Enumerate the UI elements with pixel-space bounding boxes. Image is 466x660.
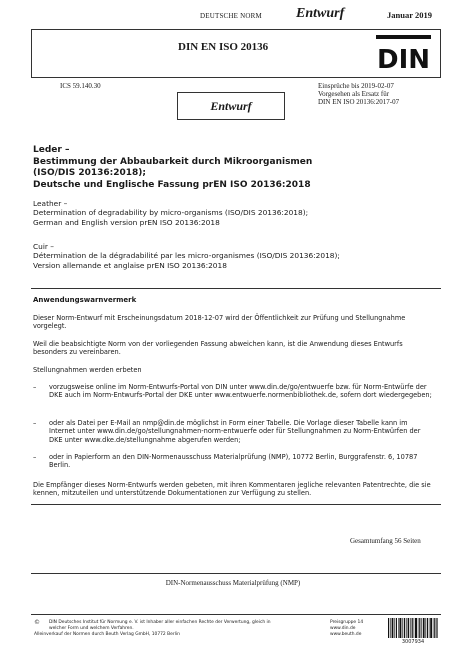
title-english (33, 199, 443, 227)
replacement-note-2: DIN EN ISO 20136:2017-07 (318, 98, 400, 106)
website-din: www.din.de (330, 626, 356, 631)
committee-bottom-rule (31, 614, 441, 615)
list-dash: – (33, 419, 37, 427)
warning-heading: Anwendungswarnvermerk (33, 296, 137, 304)
din-logo (376, 35, 431, 75)
price-group: Preisgruppe 14 (330, 620, 364, 625)
title-de-line-4: Deutsche und Englische Fassung prEN ISO 20136:2018 (33, 179, 311, 190)
list-dash: – (33, 453, 37, 461)
title-de-line-2: Bestimmung der Abbaubarkeit durch Mikroorganismen (33, 156, 313, 167)
warning-paragraph-1: Dieser Norm-Entwurf mit Erscheinungsdatum 2018-12-07 wird der Öffentlichkeit zur Prüfung und Stellungnahme vorgelegt. (33, 314, 406, 331)
list-item-text: vorzugsweise online im Norm-Entwurfs-Portal von DIN unter www.din.de/go/entwuerfe bzw. für Norm-Entwürfe der DKE auch im Norm-Entwurfs-Portal der DKE unter www.entwuerfe.normenbibliothek.de, sofern dort wiedergegeben; (49, 383, 432, 400)
title-german (33, 145, 438, 191)
title-fr-line-1: Cuir – (33, 242, 54, 251)
title-fr-line-3: Version allemande et anglaise prEN ISO 20136:2018 (33, 260, 227, 270)
norm-type-label: DEUTSCHE NORM (200, 12, 262, 20)
warning-top-rule (31, 288, 441, 289)
copyright-line-1: DIN Deutsches Institut für Normung e. V. ist Inhaber aller einfachen Rechte der Verwertung, gleich in (49, 620, 271, 625)
barcode-graphic (388, 618, 438, 638)
title-en-line-2: Determination of degradability by micro-organisms (ISO/DIS 20136:2018); (33, 208, 309, 218)
title-de-line-3: (ISO/DIS 20136:2018); (33, 168, 146, 179)
committee-name: DIN-Normenausschuss Materialprüfung (NMP) (165, 579, 301, 587)
standard-number: DIN EN ISO 20136 (178, 41, 269, 53)
copyright-symbol: © (34, 619, 40, 626)
warning-paragraph-3: Stellungnahmen werden erbeten (33, 366, 142, 374)
title-box (31, 29, 441, 78)
website-beuth: www.beuth.de (330, 632, 362, 637)
draft-box-label: Entwurf (210, 99, 252, 113)
total-pages: Gesamtumfang 56 Seiten (350, 537, 421, 545)
list-dash: – (33, 383, 37, 391)
warning-paragraph-4: Die Empfänger dieses Norm-Entwurfs werden gebeten, mit ihren Kommentaren jegliche relevanten Patentrechte, die sie kennen, mitzuteilen und unterstützende Dokumentationen zur Verfügung zu stellen. (33, 481, 431, 498)
copyright-line-2: welcher Form und welchem Verfahren. (49, 626, 134, 631)
committee-top-rule (31, 573, 441, 574)
title-de-line-1: Leder – (33, 145, 70, 155)
title-fr-line-2: Détermination de la dégradabilité par les micro-organismes (ISO/DIS 20136:2018); (33, 251, 340, 261)
draft-header-label: Entwurf (296, 6, 345, 21)
barcode (388, 618, 438, 646)
publication-date: Januar 2019 (387, 10, 432, 20)
title-en-line-1: Leather – (33, 199, 68, 208)
ics-code: ICS 59.140.30 (60, 82, 101, 90)
objection-deadline: Einsprüche bis 2019-02-07 (318, 82, 394, 90)
document-number: 3007934 (401, 639, 425, 645)
list-item-text: oder als Datei per E-Mail an nmp@din.de möglichst in Form einer Tabelle. Die Vorlage dieser Tabelle kann im Internet unter www.din.de/go/stellungnahmen-norm-entwuerfe oder für Stellungnahmen zu Norm-Entwürfen der DKE unter www.dke.de/stellungnahme abgerufen werden; (49, 419, 421, 444)
replacement-note-1: Vorgesehen als Ersatz für (318, 90, 390, 98)
title-french (33, 242, 443, 270)
title-en-line-3: German and English version prEN ISO 20136:2018 (33, 217, 220, 227)
warning-bottom-rule (31, 504, 441, 505)
warning-paragraph-2: Weil die beabsichtigte Norm von der vorliegenden Fassung abweichen kann, ist die Anwendung dieses Entwurfs besonders zu vereinbaren. (33, 340, 403, 357)
svg-text:DIN: DIN (376, 45, 431, 75)
copyright-line-3: Alleinverkauf der Normen durch Beuth Verlag GmbH, 10772 Berlin (34, 632, 180, 637)
list-item-text: oder in Papierform an den DIN-Normenausschuss Materialprüfung (NMP), 10772 Berlin, Burggrafenstr. 6, 10787 Berlin. (49, 453, 418, 470)
draft-box (177, 92, 285, 120)
